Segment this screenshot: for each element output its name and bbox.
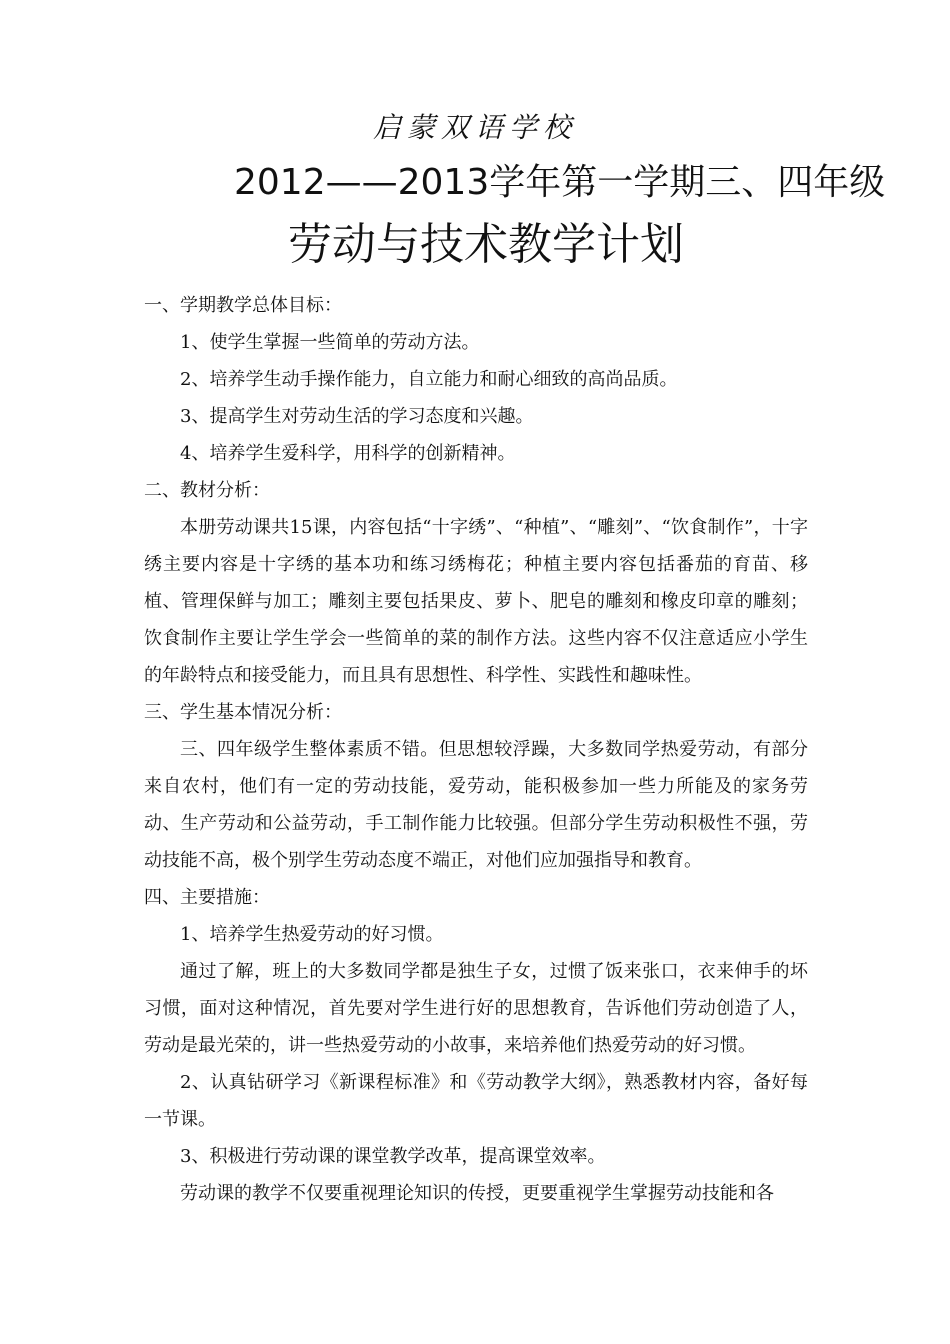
section-heading-2: 二、教材分析： [144, 480, 270, 501]
measure-2-paragraph: 2、认真钻研学习《新课程标准》和《劳动教学大纲》，熟悉教材内容，备好每一节课。 [144, 1072, 808, 1130]
school-name: 启蒙双语学校 [372, 111, 577, 144]
measure-3-title: 3、积极进行劳动课的课堂教学改革，提高课堂效率。 [180, 1146, 606, 1167]
goal-item: 2、培养学生动手操作能力，自立能力和耐心细致的高尚品质。 [180, 369, 678, 390]
measure-1-paragraph: 通过了解，班上的大多数同学都是独生子女，过惯了饭来张口，衣来伸手的坏习惯，面对这种情况，首先要对学生进行好的思想教育，告诉他们劳动创造了人，劳动是最光荣的，讲一些热爱劳动的小故事，来培养他们热爱劳动的好习惯。 [144, 961, 808, 1056]
document-body [144, 287, 808, 1212]
main-title: 劳动与技术教学计划 [288, 219, 684, 270]
measure-1-title: 1、培养学生热爱劳动的好习惯。 [180, 924, 444, 945]
goal-item: 4、培养学生爱科学，用科学的创新精神。 [180, 443, 516, 464]
section-heading-1: 一、学期教学总体目标： [144, 295, 342, 316]
goal-item: 1、使学生掌握一些简单的劳动方法。 [180, 332, 480, 353]
section-heading-4: 四、主要措施： [144, 887, 270, 908]
student-analysis-paragraph: 三、四年级学生整体素质不错。但思想较浮躁，大多数同学热爱劳动，有部分来自农村，他们有一定的劳动技能，爱劳动，能积极参加一些力所能及的家务劳动、生产劳动和公益劳动，手工制作能力比较强。但部分学生劳动积极性不强，劳动技能不高，极个别学生劳动态度不端正，对他们应加强指导和教育。 [144, 739, 808, 871]
goal-item: 3、提高学生对劳动生活的学习态度和兴趣。 [180, 406, 534, 427]
section-heading-3: 三、学生基本情况分析： [144, 702, 342, 723]
year-line: 2012——2013学年第一学期三、四年级 [234, 162, 886, 203]
measure-3-paragraph: 劳动课的教学不仅要重视理论知识的传授，更要重视学生掌握劳动技能和各 [180, 1183, 774, 1204]
textbook-analysis-paragraph: 本册劳动课共15课，内容包括“十字绣”、“种植”、“雕刻”、“饮食制作”，十字绣主要内容是十字绣的基本功和练习绣梅花；种植主要内容包括番茄的育苗、移植、管理保鲜与加工；雕刻主要包括果皮、萝卜、肥皂的雕刻和橡皮印章的雕刻；饮食制作主要让学生学会一些简单的菜的制作方法。这些内容不仅注意适应小学生的年龄特点和接受能力，而且具有思想性、科学性、实践性和趣味性。 [144, 517, 808, 686]
